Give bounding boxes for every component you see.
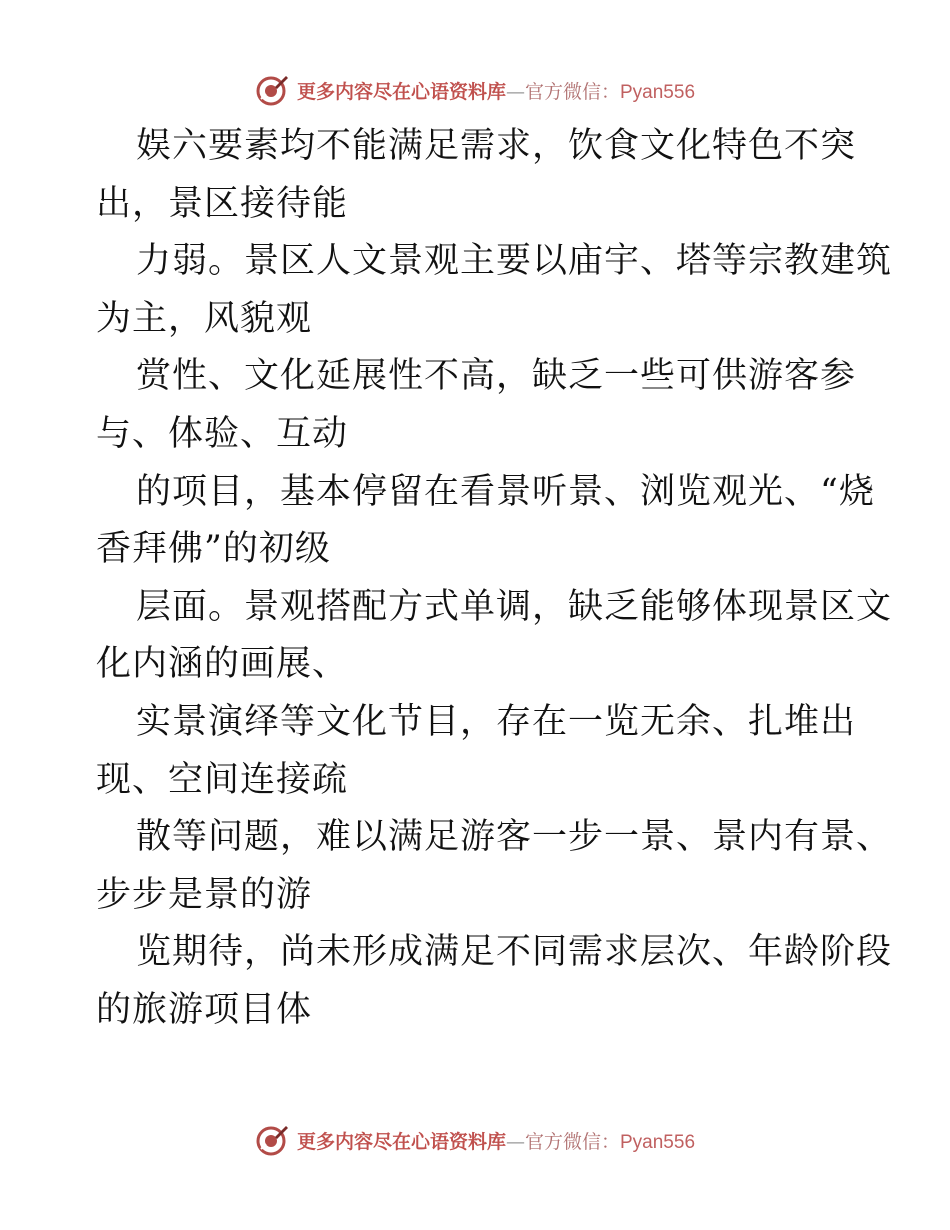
text-line: 化内涵的画展、	[96, 644, 349, 685]
banner-wechat-id: Pyan556	[620, 81, 696, 103]
pen-logo-icon	[255, 73, 289, 107]
banner-brand: 更多内容尽在心语资料库	[296, 1130, 506, 1153]
text-line: 实景演绎等文化节目，存在一览无余、扎堆出	[136, 701, 857, 742]
text-line: 现、空间连接疏	[96, 759, 349, 800]
banner-text	[297, 77, 695, 104]
text-line: 为主，风貌观	[96, 298, 313, 339]
pen-logo-icon	[255, 1123, 289, 1157]
document-body	[96, 118, 893, 1040]
banner-wechat-label: 官方微信：	[524, 1130, 620, 1153]
text-line: 步步是景的游	[96, 874, 313, 915]
banner-separator: —	[505, 80, 525, 103]
banner-brand: 更多内容尽在心语资料库	[296, 80, 506, 103]
text-line: 出，景区接待能	[96, 183, 349, 224]
text-line: 娱六要素均不能满足需求，饮食文化特色不突	[136, 126, 857, 166]
text-line: 香拜佛”的初级	[96, 529, 331, 570]
text-line: 的旅游项目体	[96, 989, 313, 1030]
text-line: 与、体验、互动	[96, 413, 349, 454]
text-line: 览期待，尚未形成满足不同需求层次、年龄阶段	[136, 932, 893, 973]
footer-banner	[0, 1120, 950, 1160]
banner-wechat-id: Pyan556	[620, 1131, 696, 1153]
text-line: 层面。景观搭配方式单调，缺乏能够体现景区文	[136, 586, 893, 627]
banner-wechat-label: 官方微信：	[524, 80, 620, 103]
header-banner	[0, 70, 950, 110]
banner-text	[297, 1127, 695, 1154]
text-line: 赏性、文化延展性不高，缺乏一些可供游客参	[136, 356, 857, 397]
text-line: 的项目，基本停留在看景听景、浏览观光、“烧	[136, 471, 875, 512]
text-line: 力弱。景区人文景观主要以庙宇、塔等宗教建筑	[136, 241, 893, 282]
text-line: 散等问题，难以满足游客一步一景、景内有景、	[136, 817, 893, 858]
banner-separator: —	[505, 1130, 525, 1153]
